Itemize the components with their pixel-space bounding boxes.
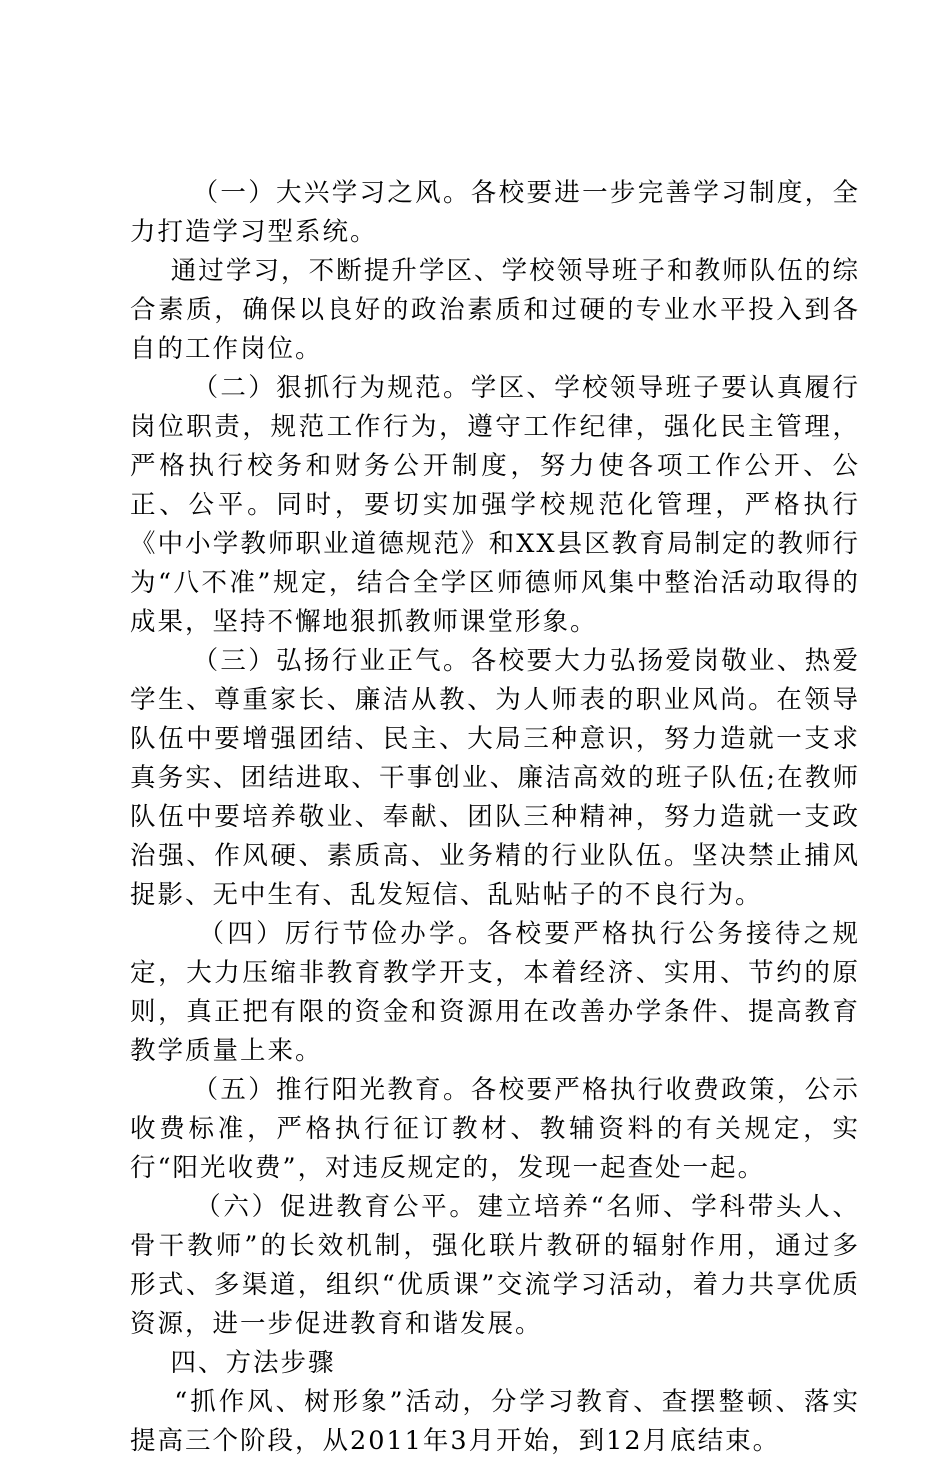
paragraph-3: （二）狠抓行为规范。学区、学校领导班子要认真履行岗位职责，规范工作行为，遵守工作纪律，强化民主管理，严格执行校务和财务公开制度，努力使各项工作公开、公正、公平。同时，要切实加强学校规范化管理，严格执行《中小学教师职业道德规范》和XX县区教育局制定的教师行为“八不准”规定，结合全学区师德师风集中整治活动取得的成果，坚持不懈地狠抓教师课堂形象。 xyxy=(130,373,860,637)
paragraph-7: （六）促进教育公平。建立培养“名师、学科带头人、骨干教师”的长效机制，强化联片教研的辐射作用，通过多形式、多渠道，组织“优质课”交流学习活动，着力共享优质资源，进一步促进教育和谐发展。 xyxy=(130,1192,860,1339)
section-heading: 四、方法步骤 xyxy=(130,1348,336,1378)
paragraph-6: （五）推行阳光教育。各校要严格执行收费政策，公示收费标准，严格执行征订教材、教辅资料的有关规定，实行“阳光收费”，对违反规定的，发现一起查处一起。 xyxy=(130,1075,860,1183)
paragraph-4: （三）弘扬行业正气。各校要大力弘扬爱岗敬业、热爱学生、尊重家长、廉洁从教、为人师表的职业风尚。在领导队伍中要增强团结、民主、大局三种意识，努力造就一支求真务实、团结进取、干事创业、廉洁高效的班子队伍;在教师队伍中要培养敬业、奉献、团队三种精神，努力造就一支政治强、作风硬、素质高、业务精的行业队伍。坚决禁止捕风捉影、无中生有、乱发短信、乱贴帖子的不良行为。 xyxy=(130,646,860,910)
paragraph-5: （四）厉行节俭办学。各校要严格执行公务接待之规定，大力压缩非教育教学开支，本着经济、实用、节约的原则，真正把有限的资金和资源用在改善办学条件、提高教育教学质量上来。 xyxy=(130,919,860,1066)
paragraph-1: （一）大兴学习之风。各校要进一步完善学习制度，全力打造学习型系统。 xyxy=(130,178,860,247)
paragraph-8: “抓作风、树形象”活动，分学习教育、查摆整顿、落实提高三个阶段，从2011年3月开始，到12月底结束。 xyxy=(130,1387,860,1456)
document-body xyxy=(130,174,860,1461)
paragraph-2: 通过学习，不断提升学区、学校领导班子和教师队伍的综合素质，确保以良好的政治素质和过硬的专业水平投入到各自的工作岗位。 xyxy=(130,256,860,364)
